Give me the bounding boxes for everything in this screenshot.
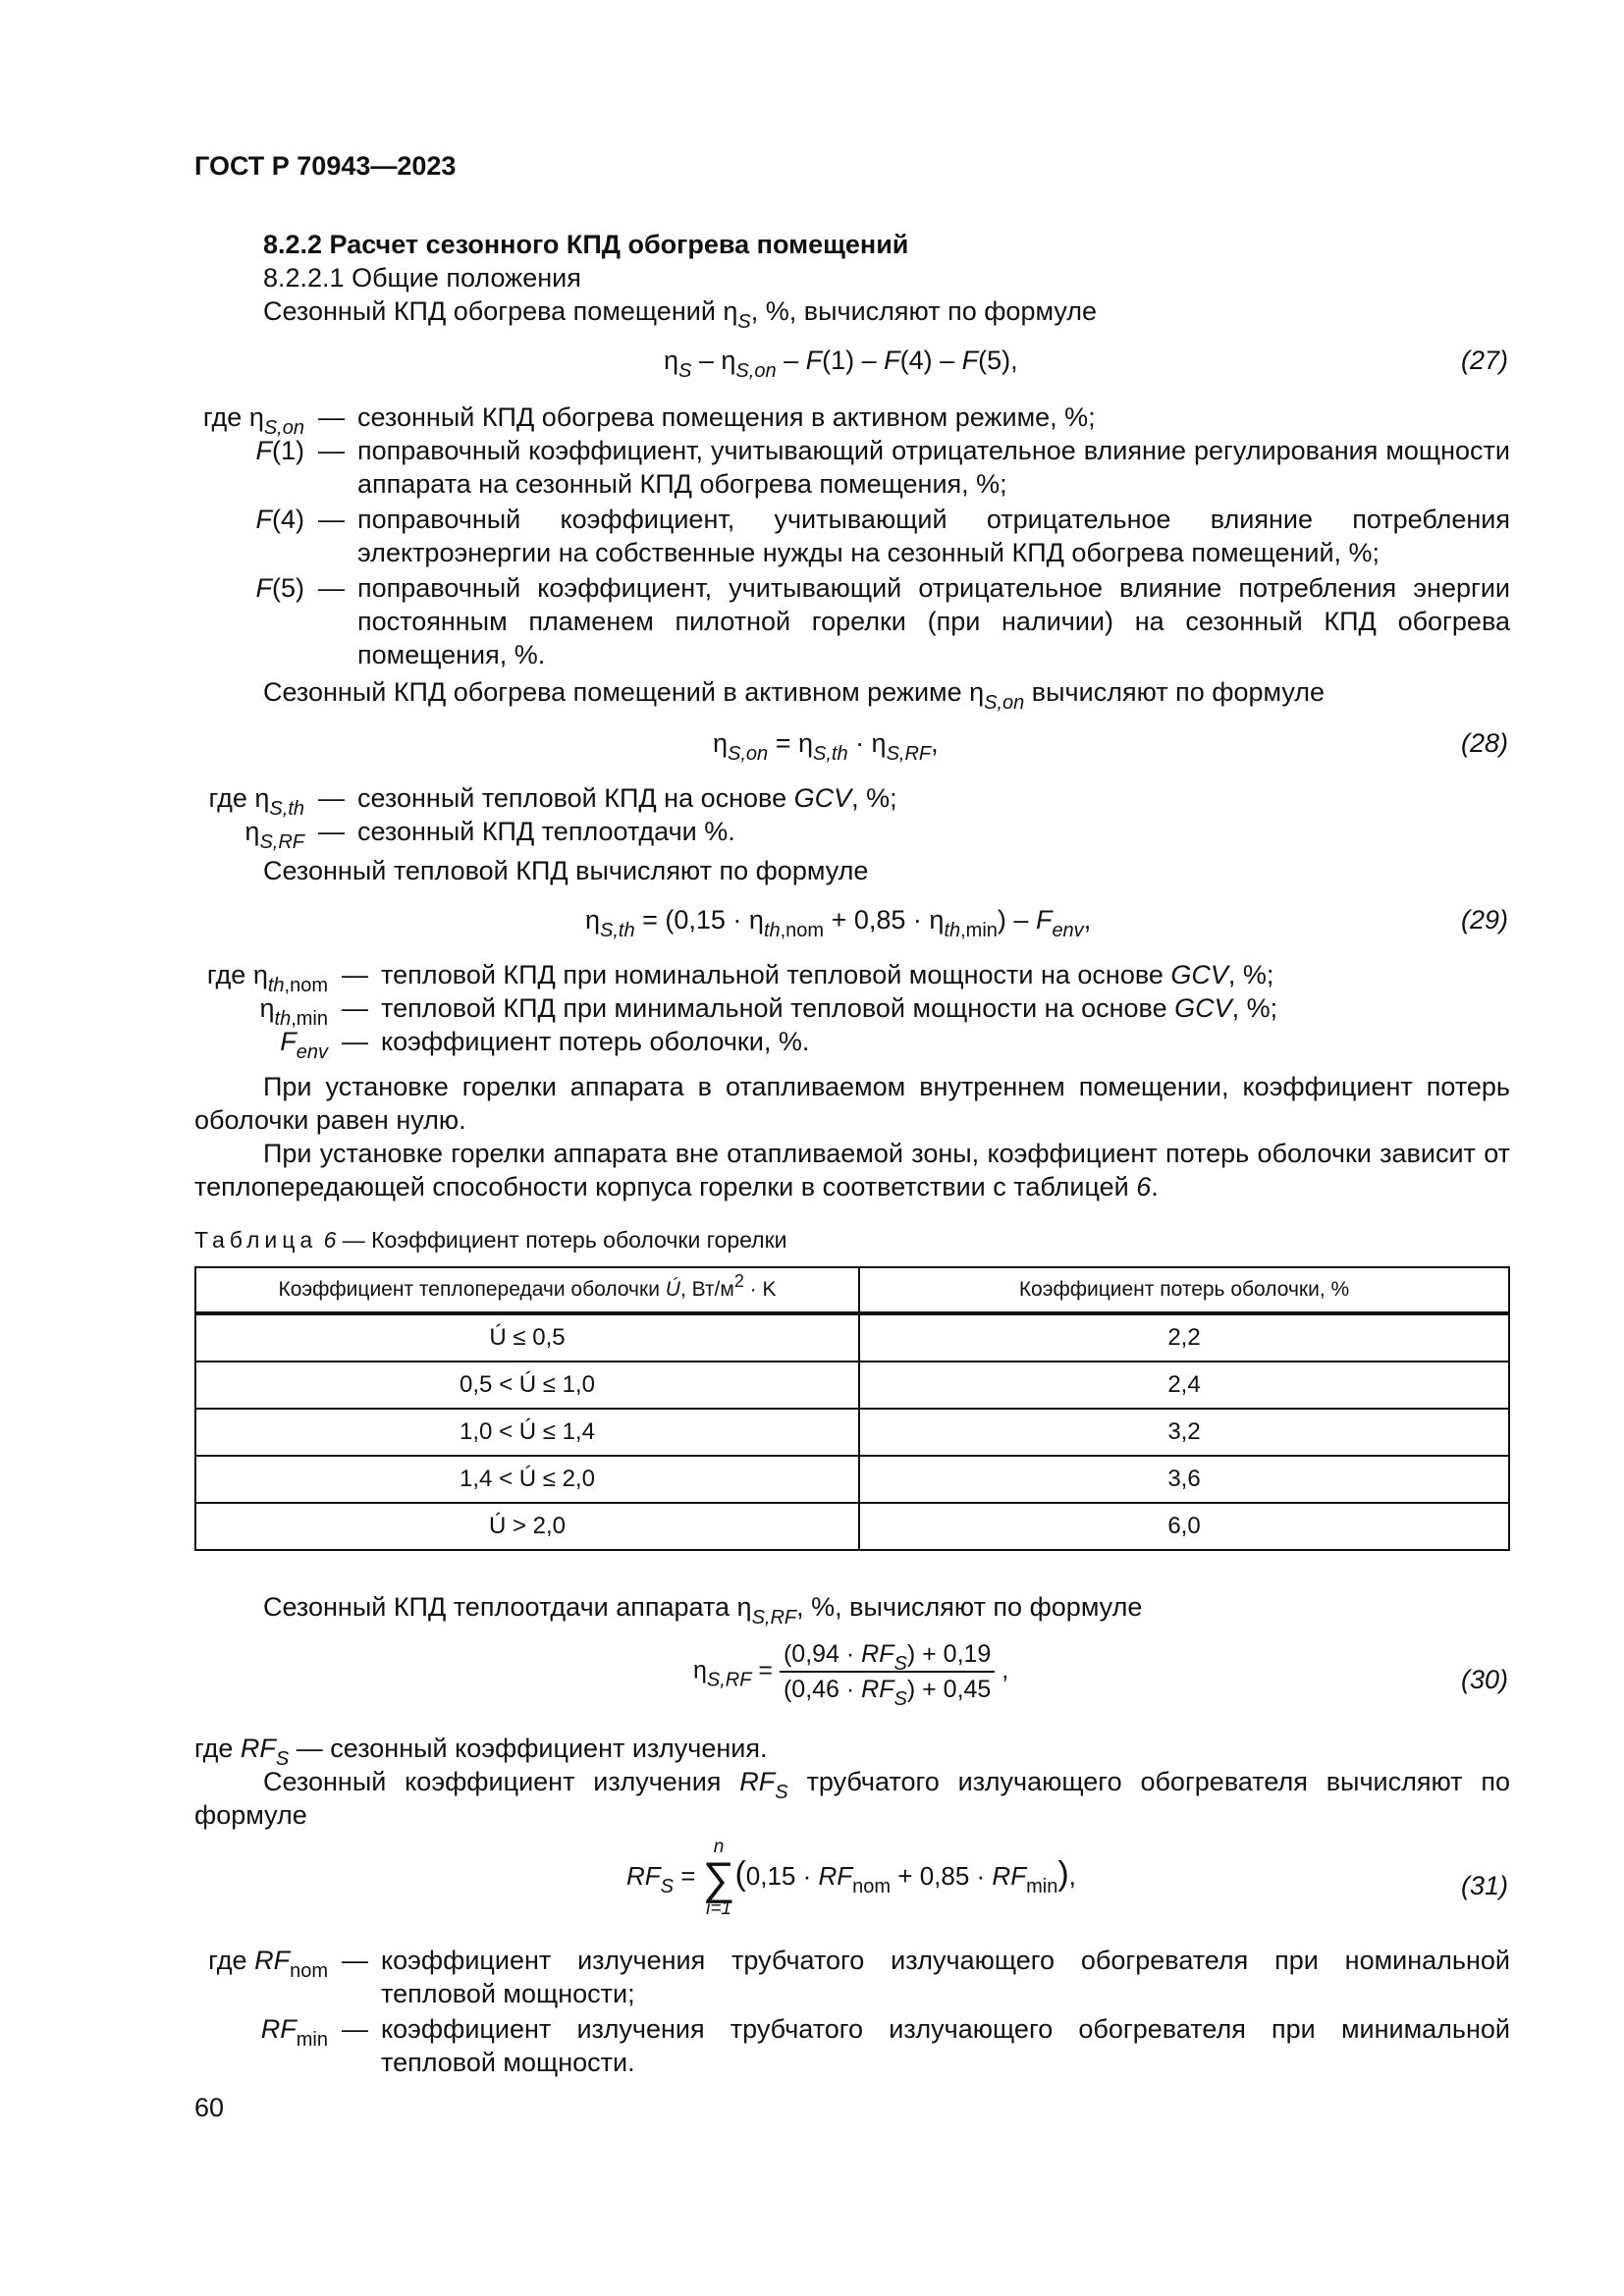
equation-28: $\eta_{S,on} = \eta_{S,th} \cdot \eta_{S,RF}$,: [713, 728, 939, 765]
table-row: [195, 1362, 1509, 1409]
paragraph-rf-s: Сезонный коэффициент излучения $RF_S$ трубчатого излучающего обогревателя вычисляют по формуле: [194, 1767, 1510, 1830]
table-header-transfer: Коэффициент теплопередачи оболочки Ú, $Вт/м^2 \cdot K$: [195, 1267, 859, 1313]
definition-f1: F(1) — поправочный коэффициент, учитывающий отрицательное влияние регулирования мощности аппарата на сезонный КПД обогрева помещения, %;: [255, 436, 1510, 499]
equation-27: $\eta_S - \eta_{S,on} - F(1) - F(4) - F(5)$,: [664, 346, 1018, 382]
table-cell-range: Ú ≤ 0,5: [195, 1313, 859, 1362]
equation-number-29: (29): [1460, 905, 1508, 934]
subsection-title: 8.2.2.1 Общие положения: [263, 263, 581, 293]
equation-30: $\eta_{S,RF}$ = $\frac{(0,94 \cdot RF_S) + 0,19}{(0,46 \cdot RF_S) + 0,45}$ ,: [693, 1637, 1008, 1706]
definition-f5: F(5) — поправочный коэффициент, учитывающий отрицательное влияние потребления энергии постоянным пламенем пилотной горелки (при наличии) на сезонный КПД обогрева помещения, %.: [255, 573, 1510, 669]
document-header: ГОСТ Р 70943—2023: [194, 151, 457, 181]
table-cell-loss: 3,2: [859, 1409, 1509, 1456]
table-cell-loss: 2,4: [859, 1362, 1509, 1409]
table-cell-range: 1,0 < Ú ≤ 1,4: [195, 1409, 859, 1456]
table-cell-loss: 2,2: [859, 1313, 1509, 1362]
table-row: [195, 1409, 1509, 1456]
paragraph-eta-s-rf: Сезонный КПД теплоотдачи аппарата $\eta_{S,RF}$, %, вычисляют по формуле: [263, 1592, 1143, 1629]
table-cell-range: Ú > 2,0: [195, 1503, 859, 1550]
paragraph-eta-s-th: Сезонный тепловой КПД вычисляют по формуле: [263, 856, 869, 885]
definition-eta-th-nom: где $\eta_{th,nom}$ — тепловой КПД при номинальной тепловой мощности на основе GCV, %;: [206, 960, 1274, 996]
table-row: [195, 1313, 1509, 1362]
definition-f-env: $F_{env}$ — коэффициент потерь оболочки, %.: [280, 1027, 810, 1063]
definition-rf-s: где $RF_S$ — сезонный коэффициент излучения.: [194, 1734, 768, 1770]
definition-eta-s-rf: $\eta_{S,RF}$ — сезонный КПД теплоотдачи %.: [244, 817, 735, 853]
intro-paragraph: Сезонный КПД обогрева помещений $\eta_S$, %, вычисляют по формуле: [263, 296, 1098, 333]
section-title: 8.2.2 Расчет сезонного КПД обогрева помещений: [263, 230, 909, 259]
table-row: [195, 1503, 1509, 1550]
definition-rf-nom: где $RF_{nom}$ — коэффициент излучения трубчатого излучающего обогревателя при номинальной тепловой мощности;: [208, 1946, 1510, 2008]
definition-f4: F(4) — поправочный коэффициент, учитывающий отрицательное влияние потребления электроэнергии на собственные нужды на сезонный КПД обогрева помещений, %;: [255, 505, 1510, 567]
definition-eta-th-min: $\eta_{th,min}$ — тепловой КПД при минимальной тепловой мощности на основе GCV, %;: [259, 993, 1278, 1030]
equation-number-28: (28): [1460, 728, 1508, 758]
definition-eta-s-on: где $\eta_{S,on}$ — сезонный КПД обогрева помещения в активном режиме, %;: [202, 402, 1096, 439]
definition-eta-s-th: где $\eta_{S,th}$ — сезонный тепловой КПД на основе GCV, %;: [208, 783, 897, 820]
paragraph-inside: При установке горелки аппарата в отапливаемом внутреннем помещении, коэффициент потерь оболочки равен нулю.: [194, 1072, 1510, 1135]
table-caption: Таблица 6 — Коэффициент потерь оболочки горелки: [194, 1227, 787, 1253]
table-cell-loss: 6,0: [859, 1503, 1509, 1550]
table-6: [194, 1266, 1510, 1551]
table-cell-range: 1,4 < Ú ≤ 2,0: [195, 1456, 859, 1503]
table-header-loss: Коэффициент потерь оболочки, %: [859, 1267, 1509, 1313]
paragraph-outside: При установке горелки аппарата вне отапливаемой зоны, коэффициент потерь оболочки зависит от теплопередающей способности корпуса горелки в соответствии с таблицей 6.: [194, 1139, 1510, 1201]
table-cell-range: 0,5 < Ú ≤ 1,0: [195, 1362, 859, 1409]
equation-number-27: (27): [1460, 346, 1508, 375]
table-cell-loss: 3,6: [859, 1456, 1509, 1503]
equation-number-31: (31): [1460, 1871, 1508, 1900]
equation-number-30: (30): [1460, 1665, 1508, 1694]
definition-rf-min: $RF_{min}$ — коэффициент излучения трубчатого излучающего обогревателя при минимальной тепловой мощности.: [260, 2014, 1510, 2077]
page-number: 60: [194, 2093, 225, 2122]
table-row: [195, 1456, 1509, 1503]
paragraph-eta-s-on: Сезонный КПД обогрева помещений в активном режиме $\eta_{S,on}$ вычисляют по формуле: [263, 677, 1326, 714]
equation-29: $\eta_{S,th} = (0,15 \cdot \eta_{th,nom} + 0,85 \cdot \eta_{th,min}) - F_{env}$,: [585, 905, 1092, 941]
equation-31: $RF_S$ = n ∑ i=1 $(0,15 \cdot RF_{nom} + 0,85 \cdot RF_{min})$,: [626, 1837, 1076, 1919]
